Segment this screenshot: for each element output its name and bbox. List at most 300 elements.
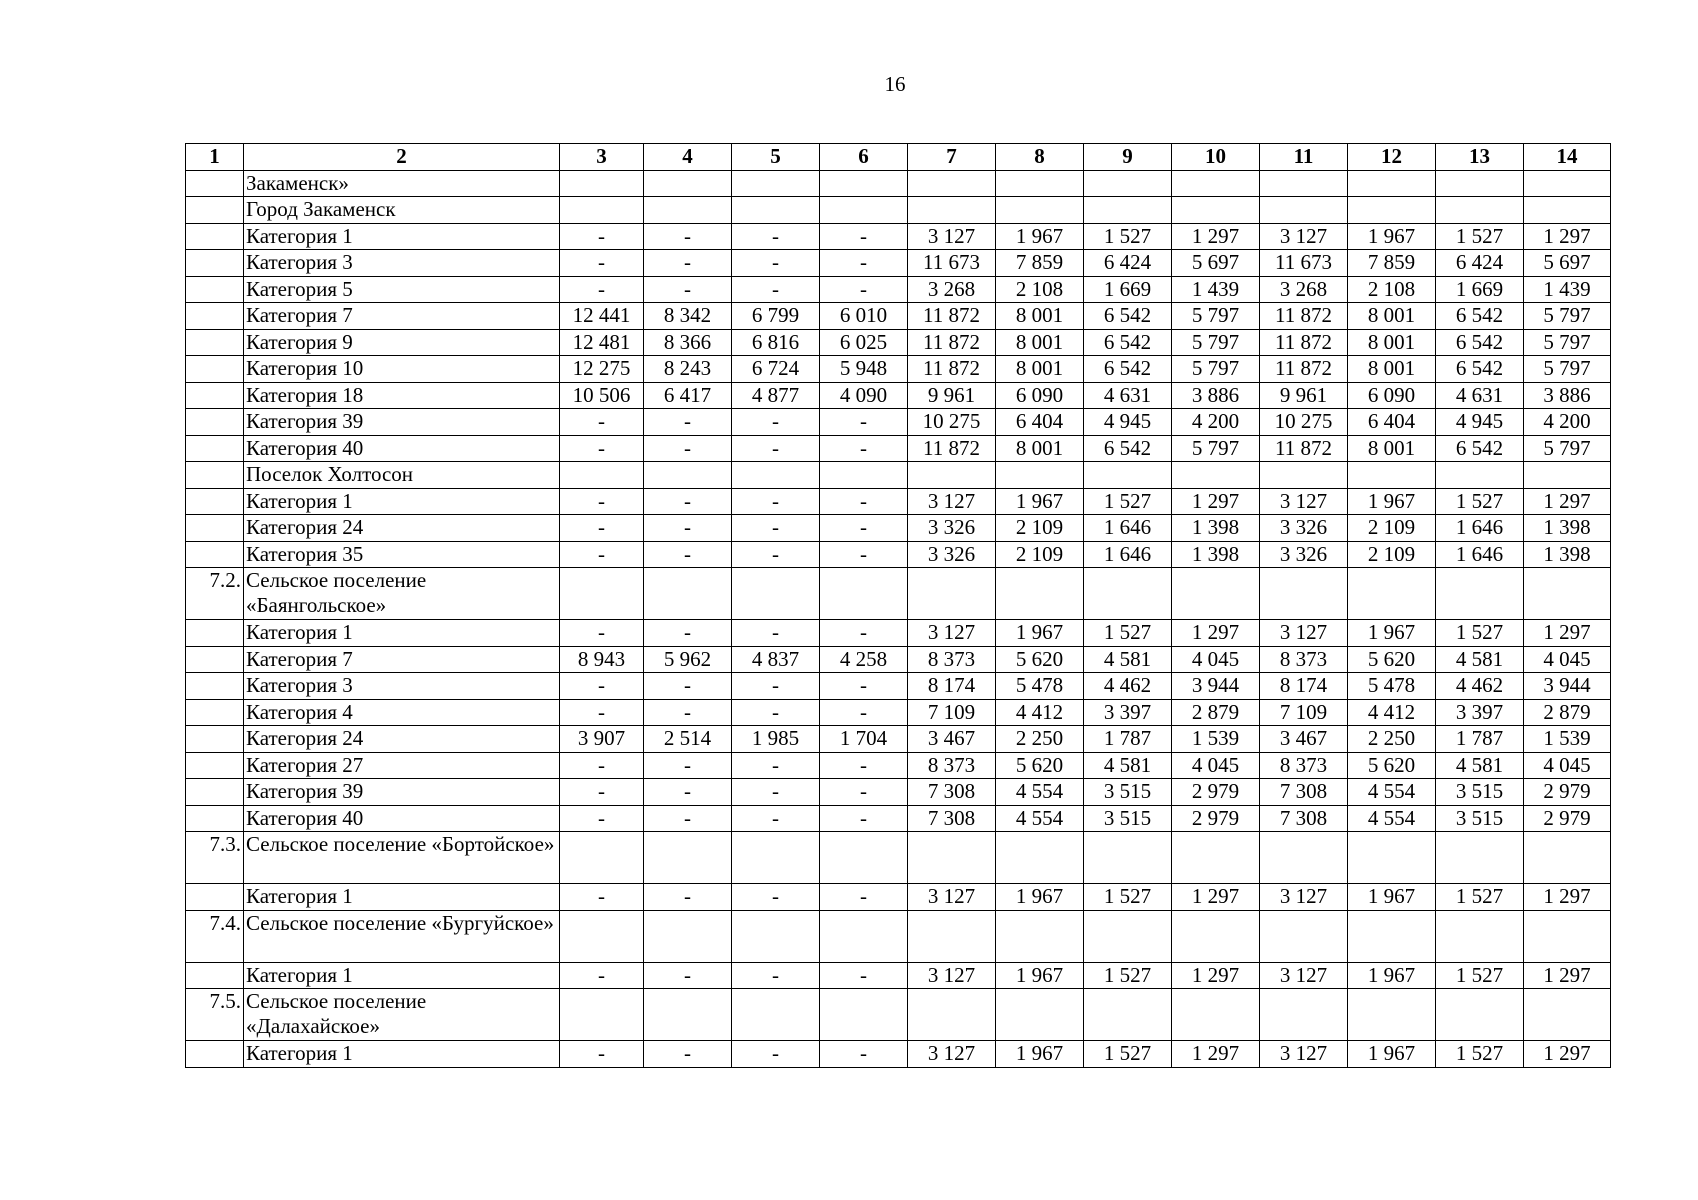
value-cell: 6 404: [996, 409, 1084, 436]
value-cell: 7 308: [1260, 779, 1348, 806]
value-cell: 11 872: [1260, 303, 1348, 330]
value-cell: [908, 462, 996, 489]
value-cell: 1 527: [1436, 1041, 1524, 1068]
value-cell: [1348, 989, 1436, 1041]
value-cell: 1 297: [1172, 223, 1260, 250]
column-header: 1: [186, 144, 244, 171]
value-cell: 1 527: [1084, 223, 1172, 250]
value-cell: 3 326: [908, 541, 996, 568]
value-cell: -: [732, 488, 820, 515]
value-cell: 1 527: [1084, 884, 1172, 911]
value-cell: [1524, 832, 1611, 884]
value-cell: [1260, 989, 1348, 1041]
value-cell: [560, 462, 644, 489]
value-cell: 3 268: [908, 276, 996, 303]
value-cell: 1 967: [1348, 488, 1436, 515]
row-index-cell: [186, 223, 244, 250]
value-cell: 4 581: [1084, 646, 1172, 673]
row-name-cell: Город Закаменск: [244, 197, 560, 224]
value-cell: 5 797: [1172, 356, 1260, 383]
value-cell: 3 127: [1260, 1041, 1348, 1068]
value-cell: 1 539: [1172, 726, 1260, 753]
row-index-cell: 7.5.: [186, 989, 244, 1041]
value-cell: 6 724: [732, 356, 820, 383]
value-cell: 3 326: [1260, 515, 1348, 542]
value-cell: [1260, 568, 1348, 620]
table-row: [186, 197, 1611, 224]
value-cell: 7 109: [908, 699, 996, 726]
value-cell: [1524, 989, 1611, 1041]
row-index-cell: [186, 1041, 244, 1068]
value-cell: 6 542: [1084, 303, 1172, 330]
value-cell: 1 967: [996, 488, 1084, 515]
value-cell: [560, 568, 644, 620]
row-name-cell: Категория 9: [244, 329, 560, 356]
value-cell: 8 174: [1260, 673, 1348, 700]
value-cell: 1 527: [1084, 1041, 1172, 1068]
table-row: [186, 962, 1611, 989]
value-cell: 11 872: [908, 435, 996, 462]
value-cell: 5 620: [996, 752, 1084, 779]
value-cell: [1348, 568, 1436, 620]
value-cell: -: [820, 488, 908, 515]
value-cell: 3 467: [1260, 726, 1348, 753]
value-cell: 3 886: [1172, 382, 1260, 409]
value-cell: 1 967: [996, 223, 1084, 250]
value-cell: 4 200: [1524, 409, 1611, 436]
value-cell: -: [820, 435, 908, 462]
table-row: [186, 752, 1611, 779]
column-header: 12: [1348, 144, 1436, 171]
value-cell: [732, 170, 820, 197]
value-cell: -: [560, 752, 644, 779]
tariff-table: [185, 143, 1611, 1068]
value-cell: [732, 197, 820, 224]
table-row: [186, 329, 1611, 356]
value-cell: [1348, 910, 1436, 962]
value-cell: 3 127: [908, 223, 996, 250]
value-cell: -: [732, 409, 820, 436]
table-row: [186, 541, 1611, 568]
value-cell: -: [560, 673, 644, 700]
value-cell: 3 127: [908, 488, 996, 515]
row-name-cell: Категория 39: [244, 779, 560, 806]
value-cell: [1172, 197, 1260, 224]
value-cell: 3 127: [908, 962, 996, 989]
row-index-cell: [186, 382, 244, 409]
table-row: [186, 356, 1611, 383]
value-cell: 7 308: [1260, 805, 1348, 832]
value-cell: -: [644, 223, 732, 250]
table-row: [186, 832, 1611, 884]
row-index-cell: [186, 250, 244, 277]
value-cell: 5 797: [1524, 435, 1611, 462]
value-cell: [560, 170, 644, 197]
column-header: 7: [908, 144, 996, 171]
row-name-cell: Категория 1: [244, 620, 560, 647]
value-cell: -: [732, 805, 820, 832]
table-row: [186, 462, 1611, 489]
value-cell: [996, 910, 1084, 962]
value-cell: 8 001: [996, 303, 1084, 330]
value-cell: 6 542: [1084, 329, 1172, 356]
value-cell: 2 250: [996, 726, 1084, 753]
value-cell: 4 581: [1084, 752, 1172, 779]
value-cell: 10 275: [908, 409, 996, 436]
value-cell: -: [820, 409, 908, 436]
table-row: [186, 646, 1611, 673]
row-index-cell: [186, 170, 244, 197]
row-index-cell: [186, 409, 244, 436]
value-cell: 3 127: [1260, 884, 1348, 911]
table-row: [186, 989, 1611, 1041]
row-index-cell: [186, 329, 244, 356]
value-cell: 11 872: [908, 356, 996, 383]
value-cell: [820, 910, 908, 962]
value-cell: [1524, 910, 1611, 962]
value-cell: 5 697: [1524, 250, 1611, 277]
value-cell: [1524, 462, 1611, 489]
row-name-cell: Категория 24: [244, 515, 560, 542]
value-cell: [1084, 910, 1172, 962]
row-name-cell: Категория 40: [244, 435, 560, 462]
value-cell: 4 554: [996, 805, 1084, 832]
value-cell: [996, 568, 1084, 620]
value-cell: [732, 462, 820, 489]
value-cell: 8 001: [996, 329, 1084, 356]
value-cell: -: [560, 779, 644, 806]
table-row: [186, 223, 1611, 250]
value-cell: -: [820, 223, 908, 250]
value-cell: 10 275: [1260, 409, 1348, 436]
value-cell: 4 045: [1524, 646, 1611, 673]
value-cell: -: [560, 250, 644, 277]
value-cell: 1 967: [1348, 884, 1436, 911]
value-cell: 5 478: [996, 673, 1084, 700]
value-cell: [644, 170, 732, 197]
value-cell: 7 859: [996, 250, 1084, 277]
value-cell: -: [560, 488, 644, 515]
value-cell: -: [644, 515, 732, 542]
table-row: [186, 884, 1611, 911]
value-cell: 6 010: [820, 303, 908, 330]
value-cell: 11 872: [908, 303, 996, 330]
value-cell: 1 527: [1436, 223, 1524, 250]
value-cell: 3 886: [1524, 382, 1611, 409]
value-cell: 3 326: [908, 515, 996, 542]
column-header: 13: [1436, 144, 1524, 171]
header-row: [186, 144, 1611, 171]
value-cell: -: [560, 884, 644, 911]
value-cell: 3 326: [1260, 541, 1348, 568]
value-cell: [1524, 568, 1611, 620]
value-cell: [996, 462, 1084, 489]
row-name-cell: Категория 24: [244, 726, 560, 753]
value-cell: 1 527: [1436, 962, 1524, 989]
value-cell: [1084, 832, 1172, 884]
value-cell: 2 109: [1348, 515, 1436, 542]
value-cell: -: [644, 779, 732, 806]
column-header: 2: [244, 144, 560, 171]
value-cell: 5 620: [1348, 752, 1436, 779]
value-cell: 4 412: [1348, 699, 1436, 726]
value-cell: 7 859: [1348, 250, 1436, 277]
value-cell: 1 297: [1524, 962, 1611, 989]
row-index-cell: [186, 962, 244, 989]
value-cell: [1260, 910, 1348, 962]
value-cell: 4 200: [1172, 409, 1260, 436]
value-cell: 8 243: [644, 356, 732, 383]
value-cell: [820, 832, 908, 884]
value-cell: [1436, 170, 1524, 197]
row-name-cell: Категория 1: [244, 488, 560, 515]
row-index-cell: [186, 805, 244, 832]
value-cell: [820, 170, 908, 197]
value-cell: 6 404: [1348, 409, 1436, 436]
row-name-cell: Категория 1: [244, 1041, 560, 1068]
table-row: [186, 910, 1611, 962]
row-name-cell: Категория 35: [244, 541, 560, 568]
table-row: [186, 170, 1611, 197]
value-cell: 7 308: [908, 779, 996, 806]
value-cell: -: [560, 223, 644, 250]
value-cell: 3 397: [1436, 699, 1524, 726]
value-cell: 5 797: [1172, 435, 1260, 462]
column-header: 9: [1084, 144, 1172, 171]
value-cell: -: [732, 515, 820, 542]
value-cell: [996, 197, 1084, 224]
value-cell: 6 799: [732, 303, 820, 330]
value-cell: [1436, 568, 1524, 620]
row-name-cell: Категория 1: [244, 884, 560, 911]
value-cell: [1436, 832, 1524, 884]
row-name-cell: Категория 3: [244, 250, 560, 277]
value-cell: 3 515: [1436, 805, 1524, 832]
value-cell: -: [820, 673, 908, 700]
row-name-cell: Категория 18: [244, 382, 560, 409]
value-cell: 4 877: [732, 382, 820, 409]
value-cell: -: [644, 620, 732, 647]
table-row: [186, 276, 1611, 303]
value-cell: -: [644, 805, 732, 832]
value-cell: 11 872: [908, 329, 996, 356]
value-cell: 12 275: [560, 356, 644, 383]
value-cell: 8 373: [908, 646, 996, 673]
table-row: [186, 488, 1611, 515]
value-cell: 6 424: [1436, 250, 1524, 277]
value-cell: [644, 462, 732, 489]
page-number: 16: [884, 72, 906, 96]
table-row: [186, 673, 1611, 700]
value-cell: 4 045: [1172, 646, 1260, 673]
value-cell: [908, 989, 996, 1041]
value-cell: -: [732, 276, 820, 303]
value-cell: 1 669: [1084, 276, 1172, 303]
value-cell: [1436, 910, 1524, 962]
value-cell: [820, 989, 908, 1041]
value-cell: -: [732, 541, 820, 568]
value-cell: 2 514: [644, 726, 732, 753]
value-cell: 4 554: [996, 779, 1084, 806]
value-cell: [908, 568, 996, 620]
value-cell: [1436, 197, 1524, 224]
value-cell: -: [732, 752, 820, 779]
row-index-cell: [186, 515, 244, 542]
value-cell: 6 816: [732, 329, 820, 356]
value-cell: 2 979: [1172, 779, 1260, 806]
value-cell: [1084, 989, 1172, 1041]
value-cell: 5 948: [820, 356, 908, 383]
value-cell: 1 967: [1348, 223, 1436, 250]
value-cell: 6 542: [1436, 356, 1524, 383]
value-cell: 4 945: [1084, 409, 1172, 436]
value-cell: [732, 832, 820, 884]
table-row: [186, 382, 1611, 409]
table-row: [186, 1041, 1611, 1068]
value-cell: -: [560, 699, 644, 726]
row-name-cell: Поселок Холтосон: [244, 462, 560, 489]
value-cell: [908, 170, 996, 197]
value-cell: -: [820, 1041, 908, 1068]
value-cell: -: [644, 962, 732, 989]
value-cell: -: [732, 673, 820, 700]
value-cell: 3 907: [560, 726, 644, 753]
row-index-cell: [186, 673, 244, 700]
value-cell: -: [644, 276, 732, 303]
value-cell: 8 001: [1348, 356, 1436, 383]
row-index-cell: [186, 435, 244, 462]
value-cell: 5 697: [1172, 250, 1260, 277]
column-header: 6: [820, 144, 908, 171]
value-cell: 4 631: [1084, 382, 1172, 409]
value-cell: -: [820, 779, 908, 806]
column-header: 10: [1172, 144, 1260, 171]
value-cell: 5 797: [1524, 356, 1611, 383]
value-cell: 2 109: [996, 541, 1084, 568]
row-index-cell: [186, 779, 244, 806]
value-cell: 6 542: [1436, 329, 1524, 356]
value-cell: 4 462: [1436, 673, 1524, 700]
value-cell: -: [644, 250, 732, 277]
value-cell: -: [820, 541, 908, 568]
value-cell: [996, 832, 1084, 884]
value-cell: [560, 910, 644, 962]
column-header: 5: [732, 144, 820, 171]
row-name-cell: Категория 5: [244, 276, 560, 303]
row-index-cell: [186, 356, 244, 383]
value-cell: 4 258: [820, 646, 908, 673]
value-cell: [644, 910, 732, 962]
value-cell: 8 366: [644, 329, 732, 356]
row-index-cell: [186, 620, 244, 647]
value-cell: -: [820, 699, 908, 726]
value-cell: [732, 568, 820, 620]
value-cell: 5 620: [996, 646, 1084, 673]
value-cell: 3 127: [1260, 488, 1348, 515]
value-cell: 2 979: [1524, 779, 1611, 806]
value-cell: 1 297: [1524, 488, 1611, 515]
value-cell: 1 398: [1172, 541, 1260, 568]
row-index-cell: 7.4.: [186, 910, 244, 962]
value-cell: -: [732, 884, 820, 911]
row-name-cell: Категория 3: [244, 673, 560, 700]
value-cell: 8 342: [644, 303, 732, 330]
value-cell: 1 967: [996, 962, 1084, 989]
value-cell: 2 979: [1524, 805, 1611, 832]
value-cell: -: [732, 223, 820, 250]
value-cell: 6 542: [1436, 303, 1524, 330]
value-cell: 4 090: [820, 382, 908, 409]
value-cell: -: [560, 409, 644, 436]
value-cell: [644, 197, 732, 224]
value-cell: -: [560, 620, 644, 647]
value-cell: -: [820, 962, 908, 989]
value-cell: [1260, 462, 1348, 489]
value-cell: 9 961: [908, 382, 996, 409]
value-cell: 11 872: [1260, 435, 1348, 462]
value-cell: 11 673: [908, 250, 996, 277]
value-cell: 3 944: [1172, 673, 1260, 700]
value-cell: 2 109: [996, 515, 1084, 542]
value-cell: [996, 170, 1084, 197]
value-cell: -: [644, 884, 732, 911]
value-cell: -: [644, 699, 732, 726]
value-cell: -: [820, 515, 908, 542]
value-cell: 2 250: [1348, 726, 1436, 753]
table-row: [186, 515, 1611, 542]
value-cell: 5 797: [1524, 329, 1611, 356]
value-cell: 1 297: [1172, 884, 1260, 911]
value-cell: 1 439: [1524, 276, 1611, 303]
value-cell: [560, 832, 644, 884]
value-cell: 1 527: [1436, 884, 1524, 911]
value-cell: 6 417: [644, 382, 732, 409]
value-cell: 4 412: [996, 699, 1084, 726]
value-cell: 1 967: [996, 884, 1084, 911]
value-cell: 1 527: [1084, 488, 1172, 515]
table-body: [186, 170, 1611, 1067]
value-cell: -: [820, 276, 908, 303]
value-cell: 1 398: [1524, 541, 1611, 568]
value-cell: 5 797: [1172, 329, 1260, 356]
row-name-cell: Закаменск»: [244, 170, 560, 197]
row-index-cell: [186, 197, 244, 224]
value-cell: 6 090: [996, 382, 1084, 409]
value-cell: [1348, 170, 1436, 197]
value-cell: 5 962: [644, 646, 732, 673]
value-cell: [644, 568, 732, 620]
value-cell: -: [560, 435, 644, 462]
value-cell: 3 127: [1260, 620, 1348, 647]
value-cell: [1260, 832, 1348, 884]
row-index-cell: [186, 646, 244, 673]
value-cell: 1 967: [996, 1041, 1084, 1068]
value-cell: [1172, 170, 1260, 197]
value-cell: 3 515: [1084, 805, 1172, 832]
value-cell: 1 967: [1348, 962, 1436, 989]
value-cell: 3 127: [1260, 962, 1348, 989]
value-cell: 1 704: [820, 726, 908, 753]
value-cell: 1 787: [1084, 726, 1172, 753]
table-row: [186, 620, 1611, 647]
value-cell: 4 837: [732, 646, 820, 673]
row-index-cell: 7.3.: [186, 832, 244, 884]
value-cell: 5 478: [1348, 673, 1436, 700]
value-cell: 6 025: [820, 329, 908, 356]
value-cell: 1 527: [1084, 620, 1172, 647]
row-name-cell: Сельское поселение «Далахайское»: [244, 989, 560, 1041]
row-index-cell: [186, 752, 244, 779]
